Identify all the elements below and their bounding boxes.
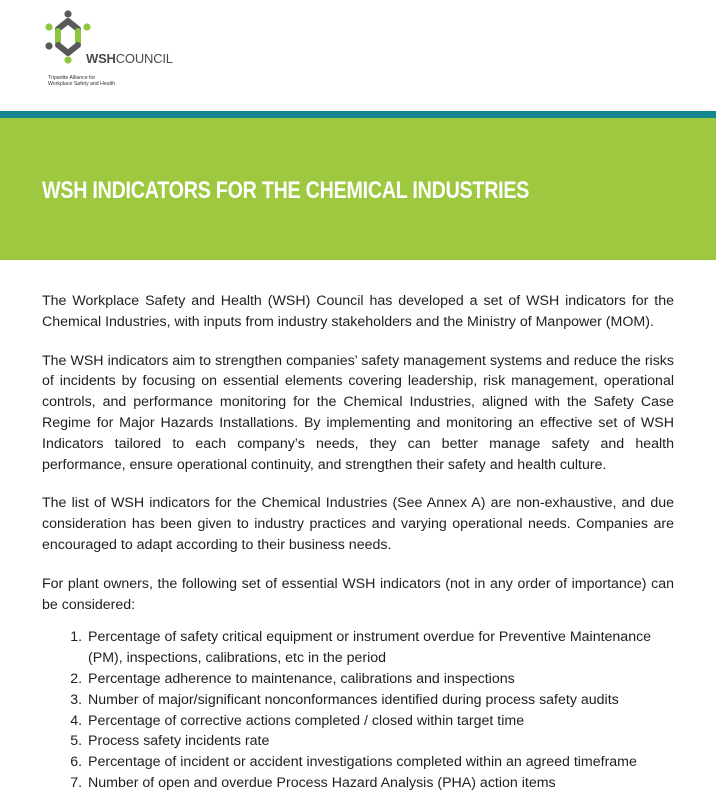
scope-paragraph: The list of WSH indicators for the Chemical Industries (See Annex A) are non-exhaustive, and due consideration has been given to industry practices and varying operational needs. Companies are encouraged to adapt according to their business needs.: [42, 495, 674, 553]
logo-tagline-line2: Workplace Safety and Health: [48, 81, 116, 87]
wsh-council-logo: [36, 8, 196, 88]
logo-wordmark-rest: COUNCIL: [115, 51, 173, 66]
page-title: WSH INDICATORS FOR THE CHEMICAL INDUSTRIES: [42, 177, 530, 204]
indicator-item: 1. Percentage of safety critical equipment or instrument overdue for Preventive Maintenance (PM), inspections, calibrations, etc in the period: [86, 627, 674, 669]
indicator-item: 7. Number of open and overdue Process Hazard Analysis (PHA) action items: [86, 773, 674, 794]
aim-paragraph: The WSH indicators aim to strengthen companies’ safety management systems and reduce the risks of incidents by focusing on essential elements covering leadership, risk management, operational controls, and performance monitoring for the Chemical Industries, aligned with the Safety Case Regime for Major Hazards Installations. By implementing and monitoring an effective set of WSH Indicators tailored to each company’s needs, they can better manage safety and health performance, ensure operational continuity, and strengthen their safety and health culture.: [42, 352, 674, 473]
indicator-item: 5. Process safety incidents rate: [86, 731, 674, 752]
indicator-item: 6. Percentage of incident or accident investigations completed within an agreed timeframe: [86, 752, 674, 773]
logo-tagline-line1: Tripartite Alliance for: [48, 75, 96, 81]
plant-owners-paragraph: For plant owners, the following set of essential WSH indicators (not in any order of importance) can be considered:: [42, 575, 674, 613]
indicator-item: 2. Percentage adherence to maintenance, calibrations and inspections: [86, 669, 674, 690]
logo-wordmark-bold: WSH: [86, 51, 116, 66]
indicator-list: [42, 627, 674, 793]
header-accent-stripe: [0, 111, 716, 118]
logo-tagline: [48, 75, 115, 87]
logo-wordmark: [86, 51, 173, 66]
intro-paragraph: The Workplace Safety and Health (WSH) Council has developed a set of WSH indicators for the Chemical Industries, with inputs from industry stakeholders and the Ministry of Manpower (MOM).: [42, 293, 674, 330]
indicator-item: 4. Percentage of corrective actions completed / closed within target time: [86, 711, 674, 732]
indicator-item: 3. Number of major/significant nonconformances identified during process safety audits: [86, 690, 674, 711]
document-body: [42, 291, 674, 794]
